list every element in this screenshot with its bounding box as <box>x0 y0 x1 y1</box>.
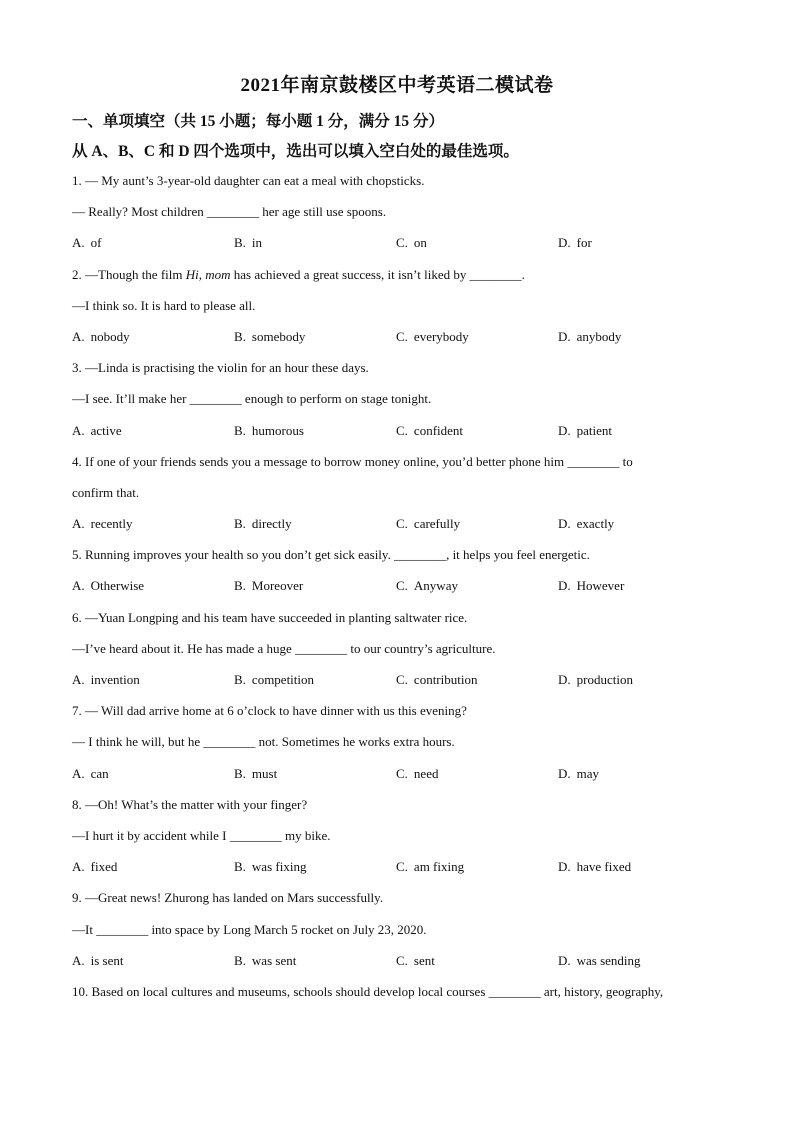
question-text: has achieved a great success, it isn’t liked by ________. <box>230 266 525 282</box>
option-d <box>558 321 720 352</box>
option-a <box>72 508 234 539</box>
option-letter: A. <box>72 952 85 968</box>
option-d <box>558 664 720 695</box>
option-letter: D. <box>558 235 571 251</box>
option-letter: C. <box>396 516 408 532</box>
option-text: have fixed <box>576 859 632 875</box>
option-text: confident <box>413 422 464 438</box>
option-letter: C. <box>396 422 408 438</box>
option-c <box>396 851 558 882</box>
option-letter: A. <box>72 672 85 687</box>
question-10-line-1: 10. Based on local cultures and museums, schools should develop local courses ________ art, history, geography, <box>72 983 664 999</box>
question-6-line-2: —I’ve heard about it. He has made a huge ________ to our country’s agriculture. <box>72 640 496 656</box>
option-c <box>396 758 558 789</box>
option-letter: D. <box>558 516 571 532</box>
option-b <box>234 570 396 601</box>
option-text: competition <box>251 672 315 687</box>
option-letter: A. <box>72 422 85 438</box>
option-letter: C. <box>396 578 408 594</box>
option-letter: A. <box>72 859 85 875</box>
option-text: recently <box>90 516 133 532</box>
question-9-options <box>72 945 722 976</box>
option-letter: B. <box>234 235 246 251</box>
option-text: nobody <box>90 328 130 344</box>
option-letter: C. <box>396 328 408 344</box>
option-letter: B. <box>234 765 246 781</box>
option-letter: B. <box>234 859 246 875</box>
option-d <box>558 945 720 976</box>
question-7-line-1: 7. — Will dad arrive home at 6 o’clock to have dinner with us this evening? <box>72 703 467 719</box>
question-3-options <box>72 415 722 446</box>
option-letter: B. <box>234 578 246 594</box>
question-5-line-1: 5. Running improves your health so you don’t get sick easily. ________, it helps you feel energetic. <box>72 547 590 563</box>
option-text: patient <box>576 422 613 438</box>
option-text: can <box>90 765 109 781</box>
option-letter: C. <box>396 235 408 251</box>
option-text: active <box>90 422 122 438</box>
question-7-options <box>72 758 722 789</box>
option-c <box>396 415 558 446</box>
option-text: for <box>576 235 592 251</box>
option-text: production <box>576 672 633 687</box>
question-3-line-1: 3. —Linda is practising the violin for an hour these days. <box>72 360 369 376</box>
option-letter: B. <box>234 422 246 438</box>
option-d <box>558 758 720 789</box>
option-text: need <box>413 765 439 781</box>
option-b <box>234 415 396 446</box>
option-b <box>234 321 396 352</box>
option-text: Otherwise <box>90 578 145 594</box>
option-d <box>558 508 720 539</box>
section-heading: 一、单项填空（共 15 小题；每小题 1 分，满分 15 分） <box>72 113 445 130</box>
option-letter: D. <box>558 578 571 594</box>
option-b <box>234 945 396 976</box>
question-9-line-2: —It ________ into space by Long March 5 rocket on July 23, 2020. <box>72 921 427 937</box>
option-text: Anyway <box>413 578 458 594</box>
section-instruction: 从 A、B、C 和 D 四个选项中，选出可以填入空白处的最佳选项。 <box>72 143 519 160</box>
question-6-line-1: 6. —Yuan Longping and his team have succeeded in planting saltwater rice. <box>72 609 468 625</box>
option-c <box>396 945 558 976</box>
option-b <box>234 664 396 695</box>
option-letter: D. <box>558 672 571 687</box>
option-text: Moreover <box>251 578 304 594</box>
option-letter: A. <box>72 578 85 594</box>
option-text: was sent <box>251 952 297 968</box>
option-b <box>234 227 396 258</box>
option-a <box>72 227 234 258</box>
question-8-line-2: —I hurt it by accident while I ________ my bike. <box>72 827 331 843</box>
option-text: fixed <box>90 859 118 875</box>
option-b <box>234 851 396 882</box>
option-text: of <box>90 235 102 251</box>
question-8-line-1: 8. —Oh! What’s the matter with your finger? <box>72 796 308 812</box>
option-d <box>558 570 720 601</box>
option-text: exactly <box>576 516 615 532</box>
question-4-line-1: 4. If one of your friends sends you a message to borrow money online, you’d better phone him ________ to <box>72 453 633 469</box>
option-text: humorous <box>251 422 304 438</box>
option-text: anybody <box>576 328 622 344</box>
option-letter: A. <box>72 328 85 344</box>
option-text: However <box>576 578 625 594</box>
question-6-options <box>72 664 722 695</box>
option-b <box>234 508 396 539</box>
question-9-line-1: 9. —Great news! Zhurong has landed on Mars successfully. <box>72 890 384 906</box>
option-text: everybody <box>413 328 469 344</box>
option-c <box>396 227 558 258</box>
question-5-options <box>72 570 722 601</box>
option-text: is sent <box>90 952 124 968</box>
option-c <box>396 664 558 695</box>
option-letter: C. <box>396 952 408 968</box>
option-a <box>72 321 234 352</box>
option-c <box>396 508 558 539</box>
option-letter: D. <box>558 328 571 344</box>
option-c <box>396 321 558 352</box>
question-7-line-2: — I think he will, but he ________ not. Sometimes he works extra hours. <box>72 734 455 750</box>
question-list <box>72 165 722 1007</box>
option-letter: B. <box>234 516 246 532</box>
question-text: 2. —Though the film <box>72 266 186 282</box>
option-letter: C. <box>396 859 408 875</box>
question-2-line-2: —I think so. It is hard to please all. <box>72 297 256 313</box>
option-text: was sending <box>576 952 641 968</box>
option-letter: A. <box>72 516 85 532</box>
option-b <box>234 758 396 789</box>
option-c <box>396 570 558 601</box>
option-text: may <box>576 765 600 781</box>
page-title: 2021年南京鼓楼区中考英语二模试卷 <box>240 75 554 96</box>
option-a <box>72 758 234 789</box>
option-text: must <box>251 765 278 781</box>
option-text: on <box>413 235 427 251</box>
option-text: somebody <box>251 328 306 344</box>
question-4-options <box>72 508 722 539</box>
option-a <box>72 945 234 976</box>
option-letter: A. <box>72 235 85 251</box>
question-3-line-2: —I see. It’ll make her ________ enough to perform on stage tonight. <box>72 391 432 407</box>
option-letter: B. <box>234 328 246 344</box>
option-text: sent <box>413 952 435 968</box>
option-letter: D. <box>558 859 571 875</box>
option-letter: B. <box>234 952 246 968</box>
option-d <box>558 227 720 258</box>
option-letter: B. <box>234 672 246 687</box>
question-2-options <box>72 321 722 352</box>
question-8-options <box>72 851 722 882</box>
option-letter: C. <box>396 672 408 687</box>
option-letter: D. <box>558 765 571 781</box>
option-a <box>72 851 234 882</box>
option-a <box>72 415 234 446</box>
option-text: carefully <box>413 516 461 532</box>
option-a <box>72 570 234 601</box>
option-text: directly <box>251 516 292 532</box>
option-text: am fixing <box>413 859 465 875</box>
option-letter: C. <box>396 765 408 781</box>
question-1-options <box>72 227 722 258</box>
option-text: contribution <box>413 672 478 687</box>
option-letter: D. <box>558 422 571 438</box>
option-text: invention <box>90 672 140 687</box>
option-a <box>72 664 234 695</box>
option-text: was fixing <box>251 859 307 875</box>
question-4-line-2: confirm that. <box>72 484 140 500</box>
option-letter: A. <box>72 765 85 781</box>
option-text: in <box>251 235 263 251</box>
film-title: Hi, mom <box>185 266 231 282</box>
question-2-line-1 <box>72 259 722 290</box>
question-1-line-1: 1. — My aunt’s 3-year-old daughter can eat a meal with chopsticks. <box>72 173 425 188</box>
option-letter: D. <box>558 952 571 968</box>
option-d <box>558 415 720 446</box>
option-d <box>558 851 720 882</box>
question-1-line-2: — Really? Most children ________ her age still use spoons. <box>72 204 387 220</box>
